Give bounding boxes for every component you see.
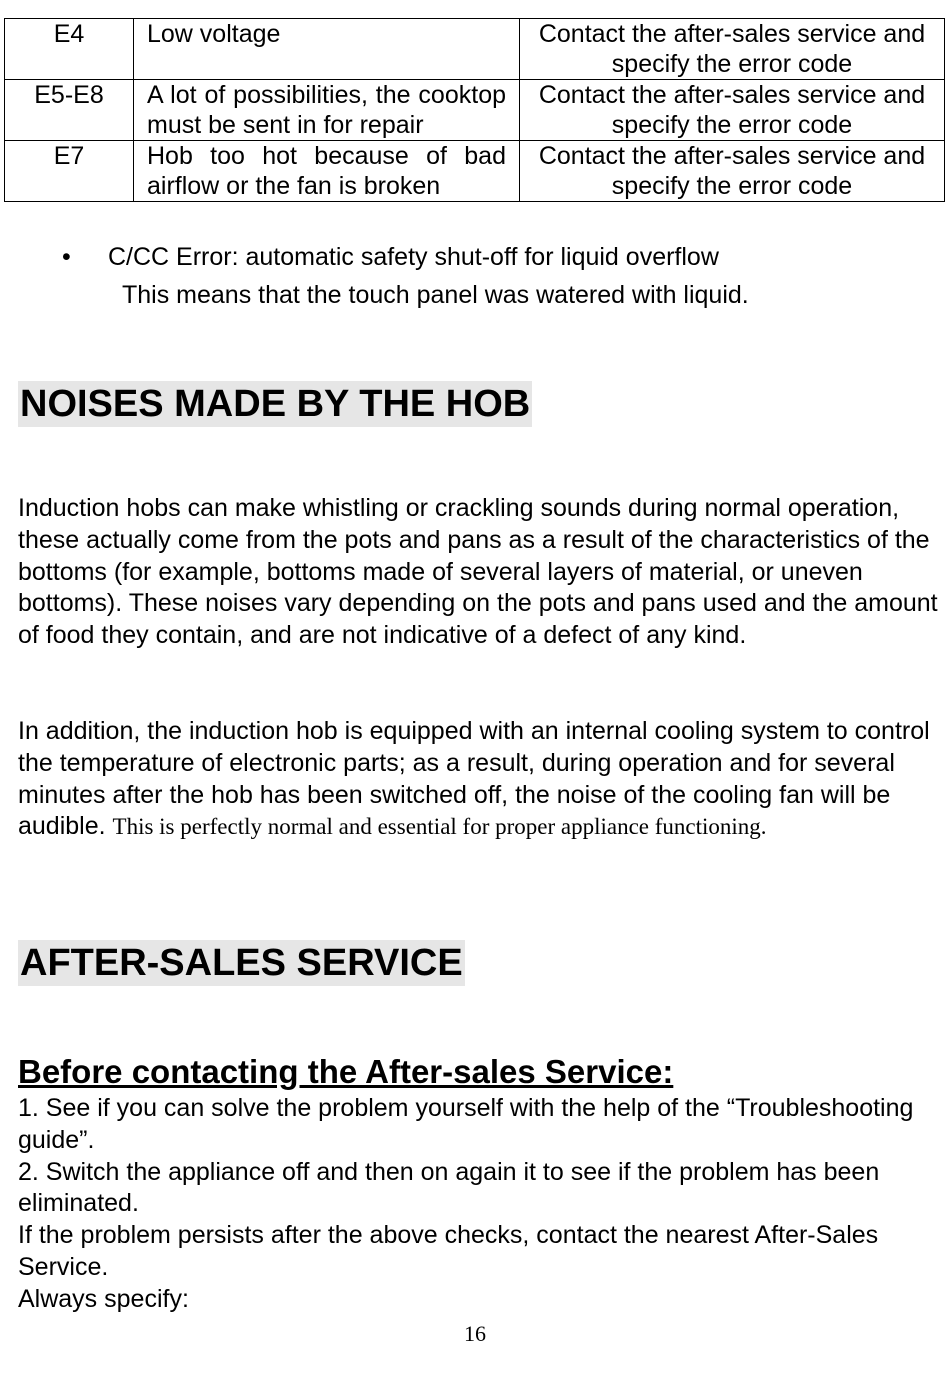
- noises-heading: NOISES MADE BY THE HOB: [20, 383, 531, 425]
- noises-paragraph-1: Induction hobs can make whistling or crackling sounds during normal operation, these actually come from the pots and pans as a result of the characteristics of the bottoms (for example, bottoms made of several layers of material, or uneven bottoms). These noises vary depending on the pots and pans used and the amount of food they contain, and are not indicative of a defect of any kind.: [18, 494, 938, 650]
- table-row: [5, 80, 945, 141]
- error-code-cell: E5-E8: [5, 80, 134, 141]
- cc-error-detail: This means that the touch panel was watered with liquid.: [122, 281, 749, 309]
- error-action-cell: Contact the after-sales service and specify the error code: [520, 80, 945, 141]
- noises-paragraph-2-main: In addition, the induction hob is equipped with an internal cooling system to control the temperature of electronic parts; as a result, during operation and for several minutes after the hob has been switched off, the noise of the cooling fan will be audible.: [18, 717, 930, 841]
- error-action-cell: Contact the after-sales service and specify the error code: [520, 19, 945, 80]
- always-specify: Always specify:: [18, 1284, 189, 1313]
- error-description-cell: Low voltage: [134, 19, 520, 80]
- table-row: [5, 19, 945, 80]
- error-code-cell: E7: [5, 141, 134, 202]
- error-description-cell: Hob too hot because of bad airflow or the fan is broken: [134, 141, 520, 202]
- noises-paragraph-2: [18, 716, 938, 843]
- step-1: 1. See if you can solve the problem yourself with the help of the “Troubleshooting guide”.: [18, 1094, 914, 1154]
- persisting-problem-note: If the problem persists after the above checks, contact the nearest After-Sales Service.: [18, 1221, 879, 1281]
- noises-paragraph-2-tail: This is perfectly normal and essential for proper appliance functioning.: [112, 814, 767, 840]
- after-sales-steps: [18, 1093, 938, 1316]
- after-sales-heading: AFTER-SALES SERVICE: [20, 942, 463, 984]
- cc-error-bullet: [62, 241, 719, 273]
- table-row: [5, 141, 945, 202]
- error-code-cell: E4: [5, 19, 134, 80]
- before-contacting-subheading: Before contacting the After-sales Service:: [18, 1053, 674, 1090]
- error-action-cell: Contact the after-sales service and specify the error code: [520, 141, 945, 202]
- cc-error-title: C/CC Error: automatic safety shut-off for liquid overflow: [108, 243, 719, 271]
- page-number: 16: [464, 1321, 486, 1346]
- error-code-table: [4, 18, 945, 202]
- error-description-cell: A lot of possibilities, the cooktop must be sent in for repair: [134, 80, 520, 141]
- step-2: 2. Switch the appliance off and then on again it to see if the problem has been eliminated.: [18, 1157, 880, 1218]
- bullet-icon: •: [62, 243, 71, 271]
